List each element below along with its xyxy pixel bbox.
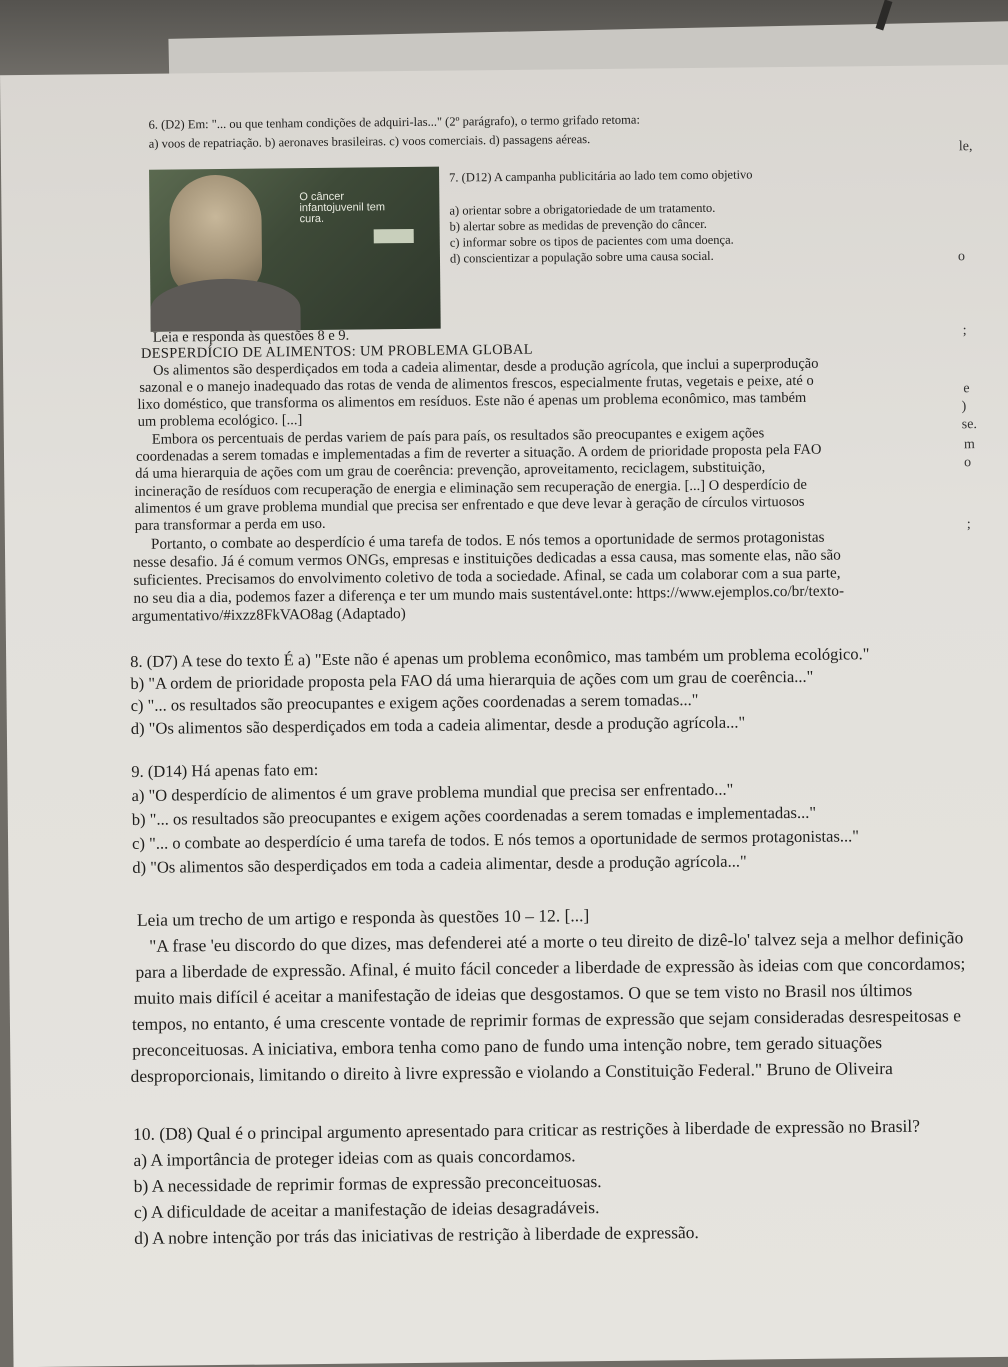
q10-option-c: c) A dificuldade de aceitar a manifestação de ideias desagradáveis. [133,1197,600,1222]
child-knees [150,278,301,332]
text1-line: lixo doméstico, que transforma os alimentos em resíduos. Este não é apenas um problema econômico, mas também [137,389,807,413]
q7-option-a: a) orientar sobre a obrigatoriedade de um tratamento. [449,200,716,218]
text1-line: sazonal e o manejo inadequado das rotas de venda de alimentos frescos, especialmente frutas, vegetais e peixe, até o [139,372,814,396]
text1-line: Portanto, o combate ao desperdício é uma tarefa de todos. E nós temos a oportunidade de sermos protagonistas [150,528,825,553]
margin-mark: o [957,249,966,265]
margin-mark: m [963,437,975,453]
text2-line: preconceituosas. A iniciativa, embora tenha como pano de fundo uma intenção nobre, tem gerado situações [132,1032,883,1060]
margin-mark: e [963,381,970,397]
text1-line: coordenadas a serem tomadas e implementadas a fim de reverter a situação. A ordem de prioridade proposta pela FAO [135,441,822,465]
text1-line: suficientes. Precisamos do envolvimento coletivo de toda a sociedade. Afinal, se cada um colaborar com a sua parte, [133,564,841,589]
margin-mark: o [964,455,972,471]
q8-option-b: b) "A ordem de prioridade proposta pela FAO dá uma hierarquia de ações com um grau de coerência..." [130,666,814,693]
q8-option-c: c) "... os resultados são preocupantes e exigem ações coordenadas a serem tomadas..." [130,689,699,715]
q9-option-a: a) "O desperdício de alimentos é um grave problema mundial que precisa ser enfrentado..." [131,779,734,805]
q10-option-a: a) A importância de proteger ideias com as quais concordamos. [133,1145,576,1170]
campaign-poster-image [149,167,441,332]
margin-mark: se. [961,417,977,433]
q9-stem: 9. (D14) Há apenas fato em: [131,759,319,781]
q10-option-d: d) A nobre intenção por trás das iniciativas de restrição à liberdade de expressão. [134,1222,699,1248]
margin-mark: le, [958,139,973,155]
text2-line: muito mais difícil é aceitar a manifestação de ideias que desgostamos. O que se tem visto no Brasil nos últimos [133,979,913,1008]
q7-option-c: c) informar sobre os tipos de pacientes com uma doença. [449,232,734,250]
poster-logo [374,229,414,243]
q9-option-c: c) "... o combate ao desperdício é uma tarefa de todos. E nós temos a oportunidade de sermos protagonistas..." [131,826,860,853]
q10-option-b: b) A necessidade de reprimir formas de expressão preconceituosas. [133,1171,602,1196]
text1-line: dá uma hierarquia de ações com um grau de coerência: prevenção, aproveitamento, reciclagem, substituição, [135,459,766,482]
poster-headline: O câncer infantojuvenil tem cura. [299,190,386,226]
text2-line: para a liberdade de expressão. Afinal, é muito fácil conceder a liberdade de expressão às ideias com que concordamos; [135,953,966,982]
text1-line: para transformar a perda em uso. [134,515,326,534]
text2-line: desproporcionais, limitando o direito à livre expressão e violando a Constituição Federal." Bruno de Oliveira [130,1057,893,1086]
margin-mark: ; [962,323,967,339]
child-figure [169,175,262,296]
exam-sheet [0,65,1008,1367]
q9-option-d: d) "Os alimentos são desperdiçados em toda a cadeia alimentar, desde a produção agrícola..." [132,851,747,877]
margin-mark: ) [961,399,967,415]
text1-line: alimentos é um grave problema mundial que precisa ser enfrentado e que deve levar à geração de círculos virtuosos [134,493,805,517]
text2-intro: Leia um trecho de um artigo e responda às questões 10 – 12. [...] [136,905,590,930]
text1-line: argumentativo/#ixzz8FkVAO8ag (Adaptado) [131,605,406,625]
text1-line: incineração de resíduos com recuperação de energia e eliminação sem recuperação de energia. [...] O desperdício de [134,476,808,500]
text2-line: "A frase 'eu discordo do que dizes, mas defenderei até a morte o teu direito de dizê-lo' talvez seja a melhor definição [149,927,964,956]
text1-intro: Leia e responda às questões 8 e 9. [152,327,350,346]
text1-line: Os alimentos são desperdiçados em toda a cadeia alimentar, desde a produção agrícola, que inclui a superprodução [153,355,819,379]
text1-line: no seu dia a dia, podemos fazer a diferença e ter um mundo mais sustentável.onte: https://www.ejemplos.co/br/texto- [133,582,845,607]
q6-stem: 6. (D2) Em: "... ou que tenham condições de adquiri-las..." (2º parágrafo), o termo grifado retoma: [148,112,640,132]
q6-options: a) voos de repatriação. b) aeronaves brasileiras. c) voos comerciais. d) passagens aéreas. [148,132,591,151]
text1-title: DESPERDÍCIO DE ALIMENTOS: UM PROBLEMA GLOBAL [140,341,533,362]
text1-line: um problema ecológico. [...] [137,412,303,430]
q10-stem: 10. (D8) Qual é o principal argumento apresentado para criticar as restrições à liberdade de expressão no Brasil? [133,1115,921,1144]
q9-option-b: b) "... os resultados são preocupantes e exigem ações coordenadas a serem tomadas e implementadas..." [131,802,817,829]
q8-option-d: d) "Os alimentos são desperdiçados em toda a cadeia alimentar, desde a produção agrícola..." [130,712,746,738]
margin-mark: ; [966,517,971,533]
q7-option-d: d) conscientizar a população sobre uma causa social. [449,248,714,266]
text1-line: Embora os percentuais de perdas variem de país para país, os resultados são preocupantes e exigem ações [151,425,765,448]
q8-stem: 8. (D7) A tese do texto É a) "Este não é apenas um problema econômico, mas também um problema ecológico." [130,644,870,671]
text1-line: nesse desafio. Já é comum vermos ONGs, empresas e instituições dedicadas a essa causa, mas somente elas, não são [133,546,841,571]
q7-stem: 7. (D12) A campanha publicitária ao lado tem como objetivo [449,167,753,185]
q7-option-b: b) alertar sobre as medidas de prevenção do câncer. [449,216,707,234]
text2-line: tempos, no entanto, é uma crescente vontade de reprimir formas de expressão que sejam consideradas desrespeitosas e [131,1005,962,1034]
